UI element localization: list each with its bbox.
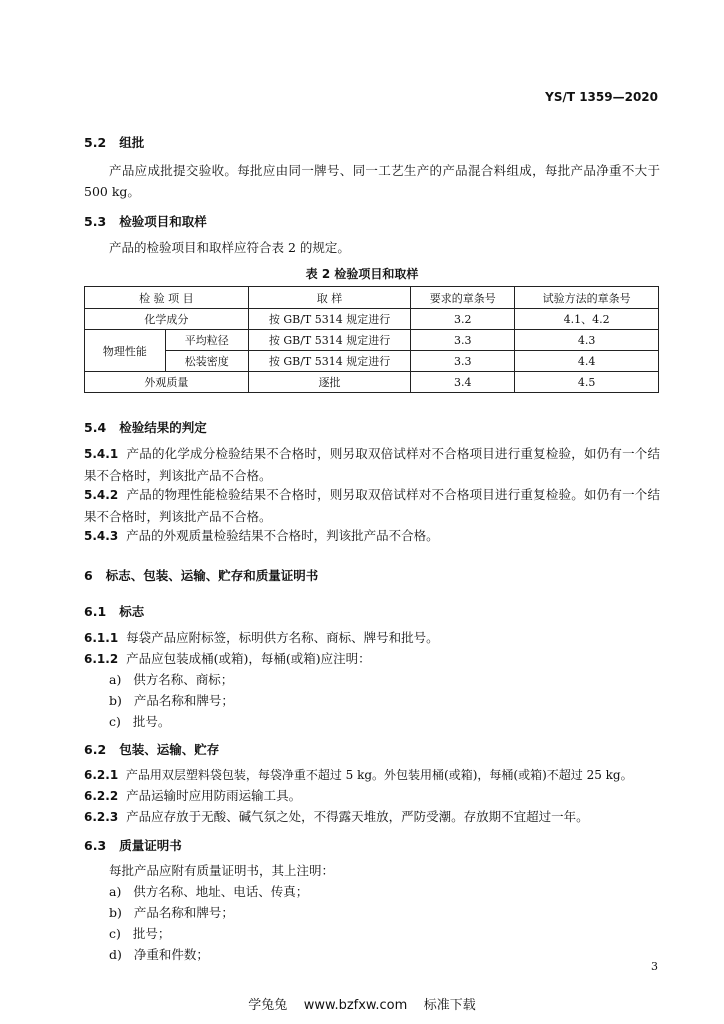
table-cell: 逐批 <box>248 372 411 393</box>
clause-text: 每袋产品应附标签，标明供方名称、商标、牌号和批号。 <box>126 630 439 645</box>
list-marker: b) <box>109 693 122 708</box>
section-5-4-heading <box>84 418 207 436</box>
table-header-cell: 要求的章条号 <box>411 287 515 309</box>
list-marker: b) <box>109 905 122 920</box>
section-number: 5.4 <box>84 420 107 435</box>
table-header-cell: 试验方法的章条号 <box>515 287 659 309</box>
clause-number: 6.2.1 <box>84 768 119 782</box>
clause-6-2-3 <box>84 807 589 827</box>
section-title: 标志、包装、运输、贮存和质量证明书 <box>105 568 319 583</box>
section-number: 6.2 <box>84 742 107 757</box>
list-text: 产品名称和牌号； <box>133 905 234 920</box>
footer <box>0 994 724 1013</box>
table-cell: 按 GB/T 5314 规定进行 <box>248 330 411 351</box>
clause-number: 5.4.3 <box>84 529 119 543</box>
section-title: 质量证明书 <box>119 838 182 853</box>
table-header-cell: 检 验 项 目 <box>85 287 249 309</box>
clause-6-2-1 <box>84 765 633 785</box>
clause-6-1-1 <box>84 628 439 648</box>
section-6-2-heading <box>84 740 219 758</box>
table-row <box>85 351 659 372</box>
clause-number: 5.4.2 <box>84 488 119 502</box>
clause-text: 产品应包装成桶(或箱)，每桶(或箱)应注明： <box>126 651 371 666</box>
section-title: 包装、运输、贮存 <box>119 742 220 757</box>
section-5-3-heading <box>84 212 207 230</box>
table-cell: 4.3 <box>515 330 659 351</box>
section-6-1-heading <box>84 602 144 620</box>
list-item <box>109 670 233 690</box>
clause-5-4-2 <box>84 484 660 527</box>
table-cell: 3.4 <box>411 372 515 393</box>
table-cell: 4.4 <box>515 351 659 372</box>
table-cell: 4.5 <box>515 372 659 393</box>
clause-number: 6.2.2 <box>84 789 119 803</box>
list-text: 批号； <box>132 926 171 941</box>
section-title: 组批 <box>119 135 145 150</box>
clause-text: 产品的化学成分检验结果不合格时，则另取双倍试样对不合格项目进行重复检验，如仍有一个结果不合格时，判该批产品不合格。 <box>84 446 660 483</box>
list-text: 供方名称、地址、电话、传真； <box>133 884 309 899</box>
clause-number: 6.1.1 <box>84 631 119 645</box>
table-cell: 松装密度 <box>165 351 248 372</box>
standard-code: YS/T 1359—2020 <box>545 90 658 104</box>
section-number: 6.3 <box>84 838 107 853</box>
section-number: 6.1 <box>84 604 107 619</box>
table-cell: 外观质量 <box>85 372 249 393</box>
section-number: 5.3 <box>84 214 107 229</box>
table-cell: 4.1、4.2 <box>515 309 659 330</box>
table-cell: 3.3 <box>411 351 515 372</box>
section-number: 6 <box>84 568 93 583</box>
clause-6-1-2 <box>84 649 371 669</box>
table-cell: 按 GB/T 5314 规定进行 <box>248 309 411 330</box>
clause-number: 6.1.2 <box>84 652 119 666</box>
table-caption: 表 2 检验项目和取样 <box>305 267 419 281</box>
table-cell: 按 GB/T 5314 规定进行 <box>248 351 411 372</box>
list-marker: a) <box>109 672 122 687</box>
clause-text: 产品应存放于无酸、碱气氛之处，不得露天堆放，严防受潮。存放期不宜超过一年。 <box>126 809 589 824</box>
footer-brand: 学兔兔 <box>248 998 288 1013</box>
list-item <box>109 924 170 944</box>
list-item <box>109 945 209 965</box>
clause-text: 产品运输时应用防雨运输工具。 <box>126 788 302 803</box>
clause-5-4-1 <box>84 443 660 486</box>
table-cell: 化学成分 <box>85 309 249 330</box>
clause-text: 产品的物理性能检验结果不合格时，则另取双倍试样对不合格项目进行重复检验。如仍有一个结果不合格时，判该批产品不合格。 <box>84 487 660 524</box>
footer-label: 标准下载 <box>423 998 476 1013</box>
clause-5-4-3 <box>84 525 660 547</box>
table-cell: 3.3 <box>411 330 515 351</box>
section-5-3-text: 产品的检验项目和取样应符合表 2 的规定。 <box>109 240 350 255</box>
table-header-cell: 取 样 <box>248 287 411 309</box>
list-text: 批号。 <box>132 714 171 729</box>
clause-6-2-2 <box>84 786 301 806</box>
section-6-3-heading <box>84 836 182 854</box>
footer-url: www.bzfxw.com <box>303 998 408 1013</box>
section-6-3-intro: 每批产品应附有质量证明书，其上注明： <box>109 863 335 878</box>
list-text: 供方名称、商标； <box>133 672 234 687</box>
table-cell: 平均粒径 <box>165 330 248 351</box>
list-item <box>109 712 170 732</box>
list-item <box>109 903 234 923</box>
clause-number: 5.4.1 <box>84 447 119 461</box>
page-number: 3 <box>651 960 658 973</box>
list-marker: c) <box>109 714 121 729</box>
clause-number: 6.2.3 <box>84 810 119 824</box>
section-title: 检验项目和取样 <box>119 214 207 229</box>
clause-text: 产品用双层塑料袋包装，每袋净重不超过 5 kg。外包装用桶(或箱)，每桶(或箱)不超过 25 kg。 <box>125 768 633 782</box>
section-title: 标志 <box>119 604 145 619</box>
table-group-cell: 物理性能 <box>85 330 166 372</box>
list-item <box>109 882 308 902</box>
section-number: 5.2 <box>84 135 107 150</box>
clause-text: 产品的外观质量检验结果不合格时，判该批产品不合格。 <box>126 528 439 543</box>
inspection-table <box>84 286 659 393</box>
section-title: 检验结果的判定 <box>119 420 207 435</box>
list-marker: d) <box>109 947 122 962</box>
table-cell: 3.2 <box>411 309 515 330</box>
section-5-2-heading <box>84 133 144 151</box>
section-6-heading <box>84 566 318 584</box>
list-text: 净重和件数； <box>133 947 209 962</box>
table-row <box>85 372 659 393</box>
list-text: 产品名称和牌号； <box>133 693 234 708</box>
list-item <box>109 691 234 711</box>
table-row <box>85 330 659 351</box>
section-5-2-text: 产品应成批提交验收。每批应由同一牌号、同一工艺生产的产品混合料组成，每批产品净重不大于 500 kg。 <box>84 163 660 199</box>
list-marker: a) <box>109 884 122 899</box>
list-marker: c) <box>109 926 121 941</box>
table-header-row <box>85 287 659 309</box>
table-row <box>85 309 659 330</box>
